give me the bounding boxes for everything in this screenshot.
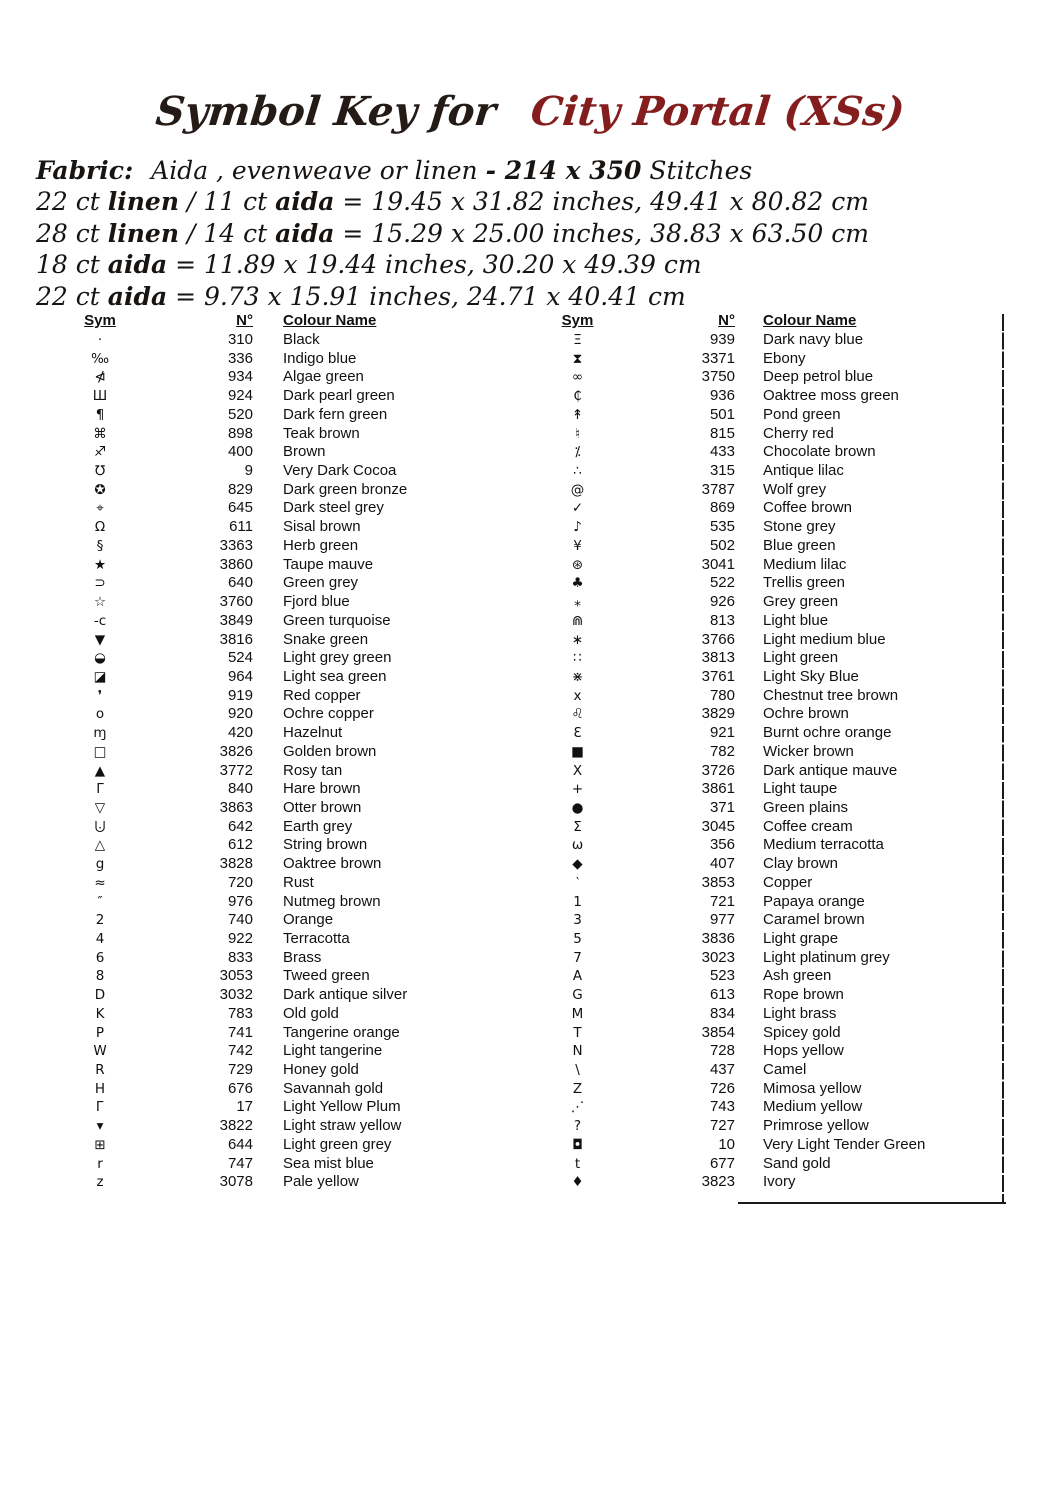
header-colour-name: Colour Name [283, 312, 377, 329]
number-cell: 3863 [219, 798, 253, 816]
number-cell: 3861 [701, 780, 735, 798]
colour-name-cell: Golden brown [283, 742, 377, 760]
number-cell: 939 [709, 331, 735, 348]
colour-name-cell: Rope brown [763, 986, 844, 1004]
colour-name-cell: Green turquoise [283, 611, 391, 629]
colour-name-cell: Dark fern green [283, 405, 388, 423]
colour-name-cell: Indigo blue [283, 349, 357, 367]
number-cell: 780 [709, 686, 735, 704]
symbol-cell: ⋰ [570, 1099, 585, 1116]
number-cell: 535 [709, 518, 735, 536]
number-cell: 3829 [701, 705, 735, 723]
number-cell: 611 [229, 518, 253, 536]
symbol-cell: \ [575, 1062, 580, 1079]
number-cell: 747 [227, 1154, 253, 1172]
symbol-cell: 5 [573, 931, 582, 947]
symbol-cell: ▼ [94, 631, 106, 648]
symbol-cell: 8 [95, 968, 105, 985]
number-cell: 3023 [701, 948, 735, 966]
colour-name-cell: Burnt ochre orange [763, 724, 892, 742]
number-cell: 315 [709, 462, 735, 480]
colour-name-cell: Ash green [763, 967, 832, 985]
number-cell: 502 [709, 536, 735, 554]
number-cell: 420 [227, 724, 253, 742]
colour-name-cell: Light Yellow Plum [283, 1098, 401, 1116]
number-cell: 400 [227, 443, 253, 461]
symbol-cell: ⊃ [94, 575, 106, 592]
symbol-cell: ● [571, 799, 584, 816]
symbol-cell: ¥ [573, 537, 582, 554]
colour-name-cell: Clay brown [763, 855, 839, 873]
symbol-cell: 4 [95, 931, 105, 947]
number-cell: 520 [227, 405, 253, 423]
number-cell: 523 [709, 967, 735, 985]
colour-name-cell: Dark pearl green [283, 387, 395, 405]
number-cell: 977 [709, 911, 735, 929]
number-cell: 3045 [701, 817, 735, 835]
colour-name-cell: Pale yellow [283, 1173, 359, 1191]
number-cell: 898 [227, 424, 253, 442]
number-cell: 924 [227, 387, 253, 405]
number-cell: 3078 [219, 1173, 253, 1191]
colour-name-cell: Ivory [763, 1173, 796, 1191]
colour-name-cell: Light sea green [283, 667, 387, 685]
number-cell: 729 [227, 1061, 253, 1079]
colour-name-cell: Pond green [763, 405, 841, 423]
colour-name-cell: Spicey gold [763, 1023, 841, 1041]
colour-name-cell: Mimosa yellow [763, 1079, 862, 1097]
number-cell: 3787 [701, 480, 735, 498]
symbol-cell: t [574, 1155, 581, 1172]
symbol-cell: ✪ [94, 481, 106, 498]
colour-name-cell: Dark steel grey [283, 499, 384, 517]
colour-name-cell: Rust [283, 873, 314, 891]
symbol-cell: o [95, 706, 105, 723]
symbol-cell: ⨃ [94, 818, 106, 835]
symbol-cell: ⁎ [574, 594, 581, 611]
colour-name-cell: Very Light Tender Green [763, 1135, 926, 1153]
colour-name-cell: Light taupe [763, 780, 838, 798]
symbol-cell: ₵ [573, 388, 582, 405]
colour-name-cell: Light medium blue [763, 630, 886, 648]
number-cell: 3854 [701, 1023, 735, 1041]
number-cell: 3816 [219, 630, 253, 648]
colour-name-cell: Medium lilac [763, 555, 847, 573]
number-cell: 743 [709, 1098, 735, 1116]
number-cell: 919 [227, 686, 253, 704]
number-cell: 926 [709, 593, 735, 611]
number-cell: 720 [227, 873, 253, 891]
colour-name-cell: Savannah gold [283, 1079, 384, 1097]
colour-name-cell: Taupe mauve [283, 555, 374, 573]
symbol-cell: -c [93, 612, 107, 629]
table-right-border-line [1002, 314, 1004, 1204]
number-cell: 3822 [219, 1117, 253, 1135]
header-colour-name: Colour Name [763, 312, 857, 329]
fabric-size-line: 22 ct linen / 11 ct aida = 19.45 x 31.82 inches, 49.41 x 80.82 cm [36, 187, 869, 217]
symbol-cell: ☆ [93, 594, 107, 611]
symbol-cell: △ [94, 837, 106, 854]
symbol-cell: ⧗ [572, 350, 583, 367]
symbol-cell: ⊞ [94, 1136, 106, 1153]
colour-name-cell: Chestnut tree brown [763, 686, 899, 704]
colour-name-cell: Sisal brown [283, 518, 361, 536]
number-cell: 815 [709, 424, 735, 442]
symbol-cell: ⌖ [96, 500, 104, 517]
colour-name-cell: Dark antique silver [283, 986, 408, 1004]
fabric-size-line: 28 ct linen / 14 ct aida = 15.29 x 25.00 inches, 38.83 x 63.50 cm [36, 218, 869, 248]
number-cell: 3726 [701, 761, 735, 779]
colour-name-cell: Light green [763, 649, 839, 667]
symbol-cell: @ [570, 481, 585, 498]
number-cell: 921 [709, 724, 735, 742]
number-cell: 433 [709, 443, 735, 461]
colour-name-cell: Sea mist blue [283, 1154, 374, 1172]
colour-name-cell: Light tangerine [283, 1042, 383, 1060]
colour-name-cell: Light platinum grey [763, 948, 890, 966]
colour-name-cell: Terracotta [283, 930, 350, 947]
symbol-cell: ✓ [571, 500, 584, 517]
colour-name-cell: Stone grey [763, 518, 836, 536]
header-number: N° [718, 312, 735, 329]
symbol-cell: Ω [94, 519, 106, 536]
symbol-cell: ⁒ [574, 444, 581, 461]
symbol-cell: R [95, 1062, 105, 1079]
colour-name-cell: Copper [763, 873, 813, 891]
symbol-cell: Ξ [573, 332, 582, 348]
colour-name-cell: Light brass [763, 1004, 837, 1022]
colour-name-cell: Red copper [283, 686, 361, 704]
symbol-cell: ‵ [575, 874, 580, 891]
symbol-cell: 3 [573, 912, 582, 929]
key-table-right [540, 312, 997, 1192]
colour-name-cell: Very Dark Cocoa [283, 462, 397, 480]
number-cell: 834 [709, 1004, 735, 1022]
symbol-cell: G [572, 987, 583, 1004]
symbol-cell: P [95, 1024, 105, 1041]
number-cell: 783 [227, 1004, 253, 1022]
number-cell: 782 [709, 742, 735, 760]
number-cell: 3828 [219, 855, 253, 873]
number-cell: 336 [227, 349, 253, 367]
colour-name-cell: Blue green [763, 536, 836, 554]
colour-name-cell: Fjord blue [283, 593, 350, 611]
colour-name-cell: Primrose yellow [763, 1117, 869, 1135]
colour-name-cell: Caramel brown [763, 911, 865, 929]
colour-name-cell: Light grape [763, 930, 839, 947]
number-cell: 3053 [219, 967, 253, 985]
colour-name-cell: Camel [763, 1061, 807, 1079]
number-cell: 742 [227, 1042, 253, 1060]
colour-name-cell: Hazelnut [283, 724, 343, 742]
colour-name-cell: Herb green [283, 536, 359, 554]
number-cell: 829 [227, 480, 253, 498]
colour-name-cell: Oaktree moss green [763, 387, 899, 405]
number-cell: 3760 [219, 593, 253, 611]
header-sym: Sym [561, 312, 594, 329]
symbol-cell: Σ [573, 818, 582, 835]
colour-name-cell: Deep petrol blue [763, 368, 874, 386]
colour-name-cell: Rosy tan [283, 761, 343, 779]
symbol-cell: ◆ [572, 856, 583, 873]
number-cell: 3826 [219, 742, 253, 760]
symbol-cell: 7 [573, 949, 582, 966]
number-cell: 356 [709, 836, 735, 854]
number-cell: 721 [709, 892, 735, 910]
symbol-cell: 6 [95, 949, 105, 966]
number-cell: 976 [227, 892, 253, 910]
symbol-cell: M [571, 1005, 584, 1022]
symbol-cell: Γ [96, 781, 104, 798]
number-cell: 920 [227, 705, 253, 723]
colour-name-cell: Snake green [283, 630, 369, 648]
colour-name-cell: Light Sky Blue [763, 667, 859, 685]
fabric-size-lines [36, 186, 1026, 312]
symbol-cell: ★ [93, 556, 107, 573]
symbol-cell: ? [573, 1118, 582, 1135]
symbol-cell: ∴ [573, 463, 582, 480]
symbol-cell: Ш [92, 388, 108, 405]
symbol-cell: ❜ [97, 687, 103, 704]
symbol-cell: □ [93, 743, 107, 760]
number-cell: 3761 [701, 667, 735, 685]
symbol-cell: ⊛ [571, 556, 584, 573]
number-cell: 3849 [219, 611, 253, 629]
colour-name-cell: Wolf grey [763, 480, 827, 498]
symbol-cell: ɱ [93, 725, 107, 742]
number-cell: 728 [709, 1042, 735, 1060]
colour-name-cell: Nutmeg brown [283, 892, 381, 910]
number-cell: 612 [227, 836, 253, 854]
symbol-cell: Z [572, 1080, 583, 1097]
colour-name-cell: Hare brown [283, 780, 361, 798]
number-cell: 964 [227, 667, 253, 685]
number-cell: 501 [709, 405, 735, 423]
symbol-cell: ◪ [93, 668, 107, 685]
symbol-cell: z [96, 1174, 104, 1191]
number-cell: 3772 [219, 761, 253, 779]
number-cell: 3813 [701, 649, 735, 667]
number-cell: 869 [709, 499, 735, 517]
colour-name-cell: Dark green bronze [283, 480, 408, 498]
colour-name-cell: Light blue [763, 611, 829, 629]
symbol-cell: · [97, 332, 103, 348]
symbol-cell: D [94, 987, 106, 1004]
colour-name-cell: Light grey green [283, 649, 392, 667]
symbol-cell: W [93, 1043, 107, 1060]
number-cell: 310 [227, 331, 253, 348]
key-table-left [60, 312, 488, 1192]
symbol-cell: + [571, 781, 584, 798]
number-cell: 3371 [701, 349, 735, 367]
number-cell: 833 [227, 948, 253, 966]
number-cell: 642 [227, 817, 253, 835]
symbol-cell: ω [571, 837, 584, 854]
colour-name-cell: Medium terracotta [763, 836, 884, 854]
symbol-cell: ∞ [571, 369, 584, 386]
symbol-cell: N [572, 1043, 583, 1060]
colour-name-cell: Light green grey [283, 1135, 392, 1153]
symbol-cell: ◒ [94, 650, 106, 667]
colour-name-cell: Brown [283, 443, 326, 461]
colour-name-cell: Medium yellow [763, 1098, 863, 1116]
symbol-cell: 2 [95, 912, 105, 929]
fabric-line-stitches: Fabric: Aida , evenweave or linen - 214 x 350 Stitches [36, 156, 753, 185]
colour-name-cell: Black [283, 331, 320, 348]
number-cell: 3823 [701, 1173, 735, 1191]
symbol-cell: ⌘ [93, 425, 107, 442]
colour-name-cell: Ebony [763, 349, 806, 367]
colour-name-cell: Sand gold [763, 1154, 831, 1172]
fabric-size-line: 22 ct aida = 9.73 x 15.91 inches, 24.71 x 40.41 cm [36, 281, 686, 311]
colour-name-cell: Green plains [763, 798, 849, 816]
symbol-cell: x [573, 687, 582, 704]
colour-name-cell: Hops yellow [763, 1042, 844, 1060]
symbol-cell: ‰ [90, 350, 110, 367]
colour-name-cell: Honey gold [283, 1061, 359, 1079]
colour-name-cell: Green grey [283, 574, 359, 592]
number-cell: 3766 [701, 630, 735, 648]
number-cell: 3032 [219, 986, 253, 1004]
title-pattern-name: City Portal (XSs) [528, 88, 907, 135]
symbol-cell: ″ [97, 893, 103, 910]
colour-name-cell: Orange [283, 911, 334, 929]
symbol-cell: ♐ [93, 444, 107, 461]
symbol-cell: ℧ [94, 463, 106, 480]
symbol-cell: A [572, 968, 583, 985]
number-cell: 3041 [701, 555, 735, 573]
symbol-cell: ¶ [95, 406, 105, 423]
colour-name-cell: Ochre brown [763, 705, 849, 723]
number-cell: 407 [709, 855, 735, 873]
colour-name-cell: String brown [283, 836, 368, 854]
number-cell: 371 [709, 798, 735, 816]
symbol-cell: ⋒ [571, 612, 584, 629]
number-cell: 813 [709, 611, 735, 629]
colour-name-cell: Coffee brown [763, 499, 852, 517]
colour-name-cell: Otter brown [283, 798, 362, 816]
symbol-cell: Ɛ [573, 725, 582, 742]
number-cell: 3836 [701, 930, 735, 947]
fabric-size-line: 18 ct aida = 11.89 x 19.44 inches, 30.20 x 49.39 cm [36, 250, 702, 280]
symbol-cell: § [96, 537, 104, 554]
symbol-cell: ▲ [94, 762, 106, 779]
number-cell: 677 [709, 1154, 735, 1172]
number-cell: 726 [709, 1079, 735, 1097]
number-cell: 640 [227, 574, 253, 592]
colour-name-cell: Earth grey [283, 817, 353, 835]
colour-name-cell: Oaktree brown [283, 855, 382, 873]
fabric-label: Fabric: [36, 156, 134, 185]
colour-name-cell: Trellis green [763, 574, 845, 592]
number-cell: 10 [718, 1135, 735, 1153]
number-cell: 676 [227, 1079, 253, 1097]
symbol-cell: g [95, 856, 105, 873]
symbol-cell: K [95, 1005, 105, 1022]
number-cell: 934 [227, 368, 253, 386]
colour-name-cell: Cherry red [763, 424, 834, 442]
header-sym: Sym [84, 312, 116, 329]
colour-name-cell: Coffee cream [763, 817, 853, 835]
number-cell: 17 [236, 1098, 253, 1116]
table-bottom-border-line [738, 1202, 1006, 1204]
number-cell: 437 [709, 1061, 735, 1079]
symbol-cell: ♪ [573, 519, 582, 536]
number-cell: 3860 [219, 555, 253, 573]
number-cell: 922 [227, 930, 253, 947]
colour-name-cell: Antique lilac [763, 462, 844, 480]
colour-name-cell: Grey green [763, 593, 839, 611]
number-cell: 727 [709, 1117, 735, 1135]
symbol-cell: T [573, 1024, 582, 1041]
colour-name-cell: Teak brown [283, 424, 360, 442]
page-title [0, 86, 1060, 138]
symbol-cell: ♌ [571, 706, 584, 723]
colour-name-cell: Dark antique mauve [763, 761, 898, 779]
number-cell: 524 [227, 649, 253, 667]
symbol-cell: 1 [573, 893, 582, 910]
symbol-cell: ∗ [571, 631, 584, 648]
colour-name-cell: Tweed green [283, 967, 370, 985]
fabric-info [36, 155, 1026, 312]
colour-name-cell: Brass [283, 948, 322, 966]
colour-name-cell: Tangerine orange [283, 1023, 400, 1041]
colour-name-cell: Chocolate brown [763, 443, 876, 461]
symbol-cell: ▾ [96, 1118, 104, 1135]
symbol-cell: ♮ [575, 425, 580, 442]
number-cell: 840 [227, 780, 253, 798]
symbol-cell: ♣ [571, 575, 584, 592]
symbol-cell: ⋪ [94, 369, 106, 386]
number-cell: 645 [227, 499, 253, 517]
symbol-cell: ■ [571, 743, 584, 760]
colour-name-cell: Old gold [283, 1004, 339, 1022]
number-cell: 644 [227, 1135, 253, 1153]
symbol-cell: Г [95, 1099, 105, 1116]
number-cell: 613 [709, 986, 735, 1004]
symbol-cell: ↟ [571, 406, 584, 423]
colour-name-cell: Wicker brown [763, 742, 854, 760]
number-cell: 936 [709, 387, 735, 405]
symbol-cell: ⋇ [571, 668, 584, 685]
colour-name-cell: Dark navy blue [763, 331, 864, 348]
symbol-cell: H [94, 1080, 106, 1097]
number-cell: 3853 [701, 873, 735, 891]
number-cell: 3750 [701, 368, 735, 386]
symbol-cell: ∷ [573, 650, 582, 667]
number-cell: 522 [709, 574, 735, 592]
symbol-cell: ◘ [572, 1136, 583, 1153]
number-cell: 9 [244, 462, 253, 480]
number-cell: 3363 [219, 536, 253, 554]
colour-name-cell: Light straw yellow [283, 1117, 402, 1135]
title-prefix: Symbol Key for [153, 88, 498, 135]
symbol-cell: ▽ [94, 799, 106, 816]
symbol-cell: ♦ [571, 1174, 584, 1191]
colour-name-cell: Papaya orange [763, 892, 865, 910]
symbol-cell: r [97, 1155, 103, 1172]
header-number: N° [236, 312, 253, 329]
colour-name-cell: Ochre copper [283, 705, 374, 723]
colour-name-cell: Algae green [283, 368, 364, 386]
symbol-cell: X [572, 762, 583, 779]
number-cell: 740 [227, 911, 253, 929]
number-cell: 741 [227, 1023, 253, 1041]
symbol-cell: ≈ [94, 874, 106, 891]
